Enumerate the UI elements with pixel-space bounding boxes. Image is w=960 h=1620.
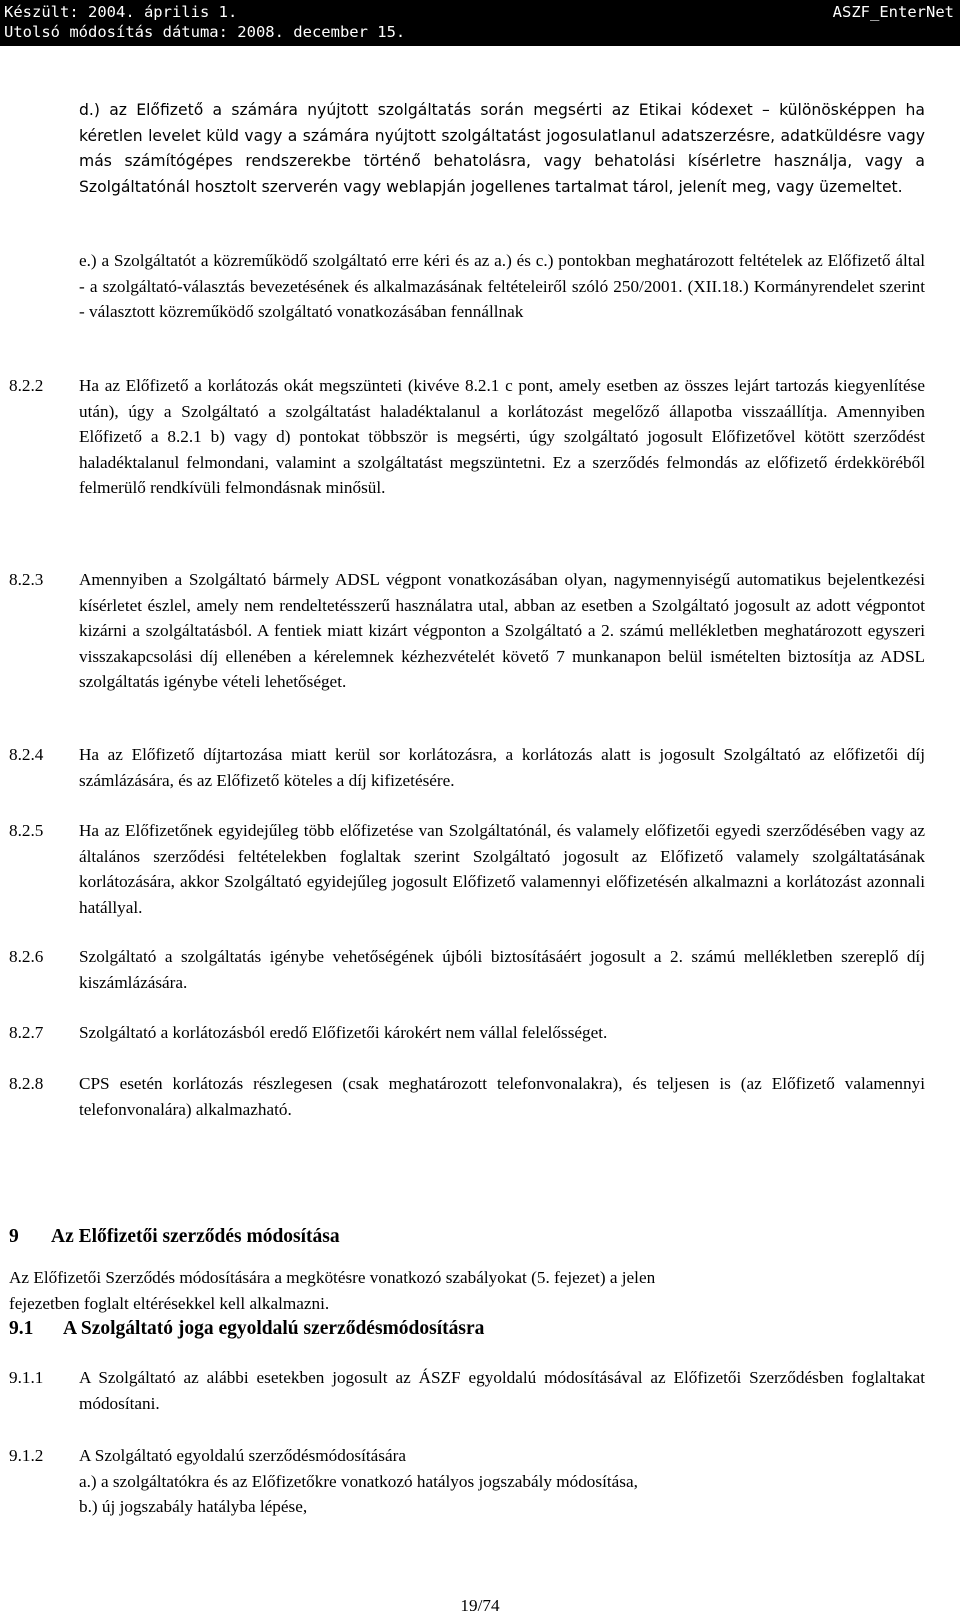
- section-text: Ha az Előfizető díjtartozása miatt kerül sor korlátozásra, a korlátozás alatt is jogosult Szolgáltató az előfizetői díj számlázására, és az Előfizető köteles a díj kifizetésére.: [79, 745, 925, 790]
- intro-line: fejezetben foglalt eltérésekkel kell alkalmazni.: [9, 1293, 330, 1313]
- item-e: e.) a Szolgáltatót a közreműködő szolgáltató erre kéri és az a.) és c.) pontokban meghatározott feltételek az Előfizető által - a szolgáltató-választás bevezetésének és alkalmazásának feltételeiről szóló 250/2001. (XII.18.) Kormányrendelet szerint - választott közreműködő szolgáltató vonatkozásában fennállnak: [79, 251, 925, 321]
- page-header: [0, 0, 960, 46]
- section-number: 8.2.5: [9, 821, 44, 840]
- modified-date: Utolsó módosítás dátuma: 2008. december 15.: [4, 23, 406, 41]
- section-text: Ha az Előfizető a korlátozás okát megszünteti (kivéve 8.2.1 c pont, amely esetben az összes lejárt tartozás kiegyenlítése után), úgy a Szolgáltató a szolgáltatást haladéktalanul a korlátozást megelőző állapotba visszaállítja. Amennyiben Előfizető a 8.2.1 b) vagy d) pontokat többször is megsérti, úgy szolgáltató jogosult Előfizetővel kötött szerződést haladéktalanul felmondani, valamint a szolgáltatást megszüntetni. Ez a szerződés felmondás az előfizető érdekköréből felmerülő rendkívüli felmondásnak minősül.: [79, 376, 925, 497]
- chapter-number: 9: [9, 1226, 19, 1247]
- section-number: 8.2.3: [9, 570, 44, 589]
- list-line: a.) a szolgáltatókra és az Előfizetőkre vonatkozó hatályos jogszabály módosítása,: [79, 1471, 638, 1491]
- section-text: Szolgáltató a szolgáltatás igénybe vehetőségének újbóli biztosításáért jogosult a 2. számú mellékletben szereplő díj kiszámlázására.: [79, 947, 925, 992]
- item-d: d.) az Előfizető a számára nyújtott szolgáltatás során megsérti az Etikai kódexet – különösképpen ha kéretlen levelet küld vagy a számára nyújtott szolgáltatást jogosulatlanul adatszerzésre, adatküldésre vagy más számítógépes rendszerekbe történő behatolásra, vagy behatolási kísérletre használja, vagy a Szolgáltatónál hosztolt szerverén vagy weblapján jogellenes tartalmat tárol, jelenít meg, vagy üzemeltet.: [79, 101, 925, 196]
- section-text: Amennyiben a Szolgáltató bármely ADSL végpont vonatkozásában olyan, nagymennyiségű automatikus bejelentkezési kísérletet észlel, amely nem rendeltetésszerű használatra utal, abban az esetben a Szolgáltató jogosult az adott végpontot kizárni a szolgáltatásból. A fentiek miatt kizárt végponton a Szolgáltató a 2. számú mellékletben meghatározott egyszeri visszakapcsolási díj ellenében a kérelemnek kézhezvételét követő 7 munkanapon belül ismételten biztosítja az ADSL szolgáltatás igénybe vételi lehetőséget.: [79, 570, 925, 691]
- section-text: Ha az Előfizetőnek egyidejűleg több előfizetése van Szolgáltatónál, és valamely előfizetői egyedi szerződésében vagy az általános szerződési feltételekben foglaltak szerint Szolgáltató jogosult az Előfizető valamely szolgáltatásának korlátozására, akkor Szolgáltató egyidejűleg jogosult Előfizető valamennyi előfizetésén alkalmazni a korlátozást azonnali hatállyal.: [79, 821, 925, 917]
- chapter-intro: [9, 1265, 879, 1316]
- chapter-title: Az Előfizetői szerződés módosítása: [51, 1226, 340, 1247]
- created-date: Készült: 2004. április 1.: [4, 3, 238, 21]
- section-number: 8.2.6: [9, 947, 44, 966]
- section-text: Szolgáltató a korlátozásból eredő Előfizetői károkért nem vállal felelősséget.: [79, 1023, 608, 1042]
- document-name: ASZF_EnterNet: [832, 3, 954, 21]
- section-number: 8.2.7: [9, 1023, 44, 1042]
- section-number: 8.2.4: [9, 745, 44, 764]
- section-list: [79, 1443, 925, 1520]
- page-number: 19/74: [460, 1596, 500, 1615]
- section-heading-title: A Szolgáltató joga egyoldalú szerződésmódosításra: [63, 1318, 485, 1339]
- intro-line: Az Előfizetői Szerződés módosítására a megkötésre vonatkozó szabályokat (5. fejezet) a jelen: [9, 1268, 656, 1287]
- section-number: 8.2.2: [9, 376, 44, 395]
- section-number: 9.1.1: [9, 1368, 44, 1387]
- section-text: A Szolgáltató az alábbi esetekben jogosult az ÁSZF egyoldalú módosításával az Előfizetői Szerződésben foglaltakat módosítani.: [79, 1368, 925, 1413]
- section-heading-number: 9.1: [9, 1318, 34, 1339]
- section-number: 8.2.8: [9, 1074, 44, 1093]
- section-text: CPS esetén korlátozás részlegesen (csak meghatározott telefonvonalakra), és teljesen is (az Előfizető valamennyi telefonvonalára) alkalmazható.: [79, 1074, 925, 1119]
- list-line: A Szolgáltató egyoldalú szerződésmódosítására: [79, 1446, 406, 1465]
- list-line: b.) új jogszabály hatályba lépése,: [79, 1497, 308, 1516]
- section-number: 9.1.2: [9, 1446, 44, 1465]
